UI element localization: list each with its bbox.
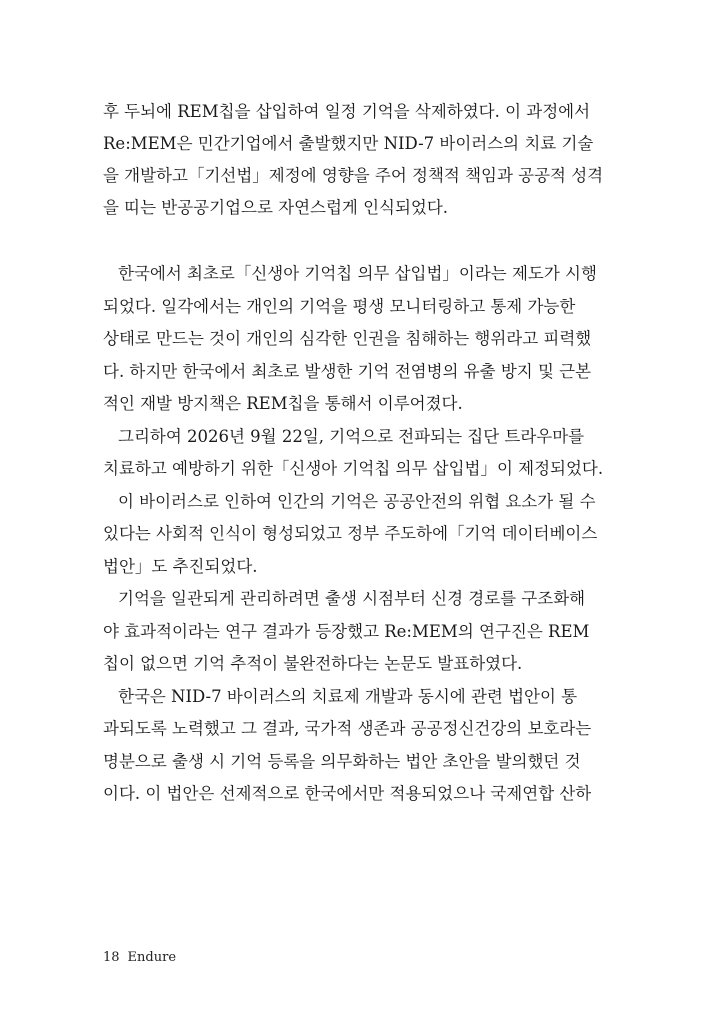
text-line: 있다는 사회적 인식이 형성되었고 정부 주도하에「기억 데이터베이스 xyxy=(103,524,598,543)
text-line: 명분으로 출생 시 기억 등록을 의무화하는 법안 초안을 발의했던 것 xyxy=(103,752,581,771)
text-line: 되었다. 일각에서는 개인의 기억을 평생 모니터링하고 통제 가능한 xyxy=(103,297,576,316)
text-line: 과되도록 노력했고 그 결과, 국가적 생존과 공공정신건강의 보호라는 xyxy=(103,719,592,738)
text-line: 한국은 NID-7 바이러스의 치료제 개발과 동시에 관련 법안이 통 xyxy=(118,687,578,706)
text-line: 법안」도 추진되었다. xyxy=(103,557,258,576)
page-footer xyxy=(103,948,176,968)
text-line: 이다. 이 법안은 선제적으로 한국에서만 적용되었으나 국제연합 산하 xyxy=(103,784,592,803)
text-line: 야 효과적이라는 연구 결과가 등장했고 Re:MEM의 연구진은 REM xyxy=(103,622,590,641)
text-line: 을 개발하고「기선법」제정에 영향을 주어 정책적 책임과 공공적 성격 xyxy=(103,166,603,185)
text-line: 다. 하지만 한국에서 최초로 발생한 기억 전염병의 유출 방지 및 근본 xyxy=(103,362,592,381)
text-line: 한국에서 최초로「신생아 기억칩 의무 삽입법」이라는 제도가 시행 xyxy=(118,264,597,283)
page-number: 18 xyxy=(103,950,120,965)
text-line: 그리하여 2026년 9월 22일, 기억으로 전파되는 집단 트라우마를 xyxy=(118,427,585,446)
text-line: 치료하고 예방하기 위한「신생아 기억칩 의무 삽입법」이 제정되었다. xyxy=(103,459,603,478)
text-line: 을 띠는 반공공기업으로 자연스럽게 인식되었다. xyxy=(103,198,449,217)
text-line: 이 바이러스로 인하여 인간의 기억은 공공안전의 위협 요소가 될 수 xyxy=(118,492,596,511)
text-line: 기억을 일관되게 관리하려면 출생 시점부터 신경 경로를 구조화해 xyxy=(118,589,586,608)
text-line: 적인 재발 방지책은 REM칩을 통해서 이루어졌다. xyxy=(103,394,463,413)
text-line: 칩이 없으면 기억 추적이 불완전하다는 논문도 발표하였다. xyxy=(103,654,523,673)
text-line: 후 두뇌에 REM칩을 삽입하여 일정 기억을 삭제하였다. 이 과정에서 xyxy=(103,102,591,121)
book-title: Endure xyxy=(127,950,177,965)
text-line: 상태로 만드는 것이 개인의 심각한 인권을 침해하는 행위라고 피력했 xyxy=(103,329,592,348)
text-line: Re:MEM은 민간기업에서 출발했지만 NID-7 바이러스의 치료 기술 xyxy=(103,134,594,153)
